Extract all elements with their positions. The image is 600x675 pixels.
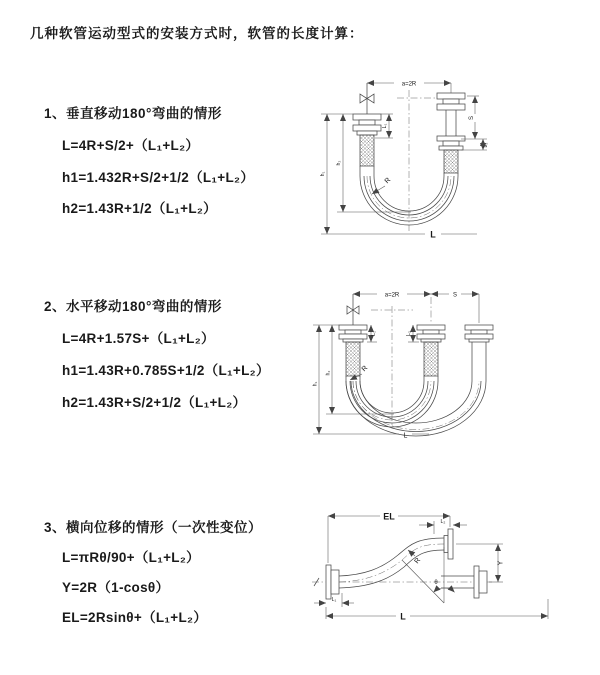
dim-h1 (320, 114, 477, 234)
dim-label-h1: h₁ (312, 381, 319, 387)
dim-label-s: S (452, 292, 458, 299)
dim-a2r (353, 293, 431, 299)
dim-label-l: L (430, 229, 436, 240)
dim-label-l1: L₁ (331, 597, 337, 603)
dim-label-r: R (413, 556, 423, 566)
right-fitting (437, 93, 465, 173)
dim-l2 (419, 519, 467, 534)
dim-label-l2: L₂ (440, 519, 446, 525)
dim-label-a2r: a=2R (384, 292, 400, 299)
dim-l (326, 599, 548, 622)
right-fitting (465, 325, 493, 381)
section1-heading: 1、垂直移动180°弯曲的情形 (44, 106, 222, 121)
dim-label-el: EL (383, 511, 395, 522)
left-fitting (339, 325, 367, 381)
section3-formula-EL: EL=2Rsinθ+（L₁+L₂） (62, 610, 208, 625)
middle-fitting (417, 325, 445, 381)
hose-braid (360, 135, 374, 166)
hose-braid (346, 342, 360, 376)
dim-s (461, 96, 487, 139)
section3-formula-Y: Y=2R（1-cosθ） (62, 580, 170, 595)
dim-label-a2r: a=2R (401, 81, 417, 88)
section2-formula-h2: h2=1.43R+S/2+1/2（L₁+L₂） (62, 395, 247, 410)
hose-s-curve (339, 538, 444, 588)
diagram-lateral-displacement (306, 503, 568, 651)
dim-label-r: R (360, 364, 370, 374)
section2-formula-h1: h1=1.43R+0.785S+1/2（L₁+L₂） (62, 363, 270, 378)
top-right-flange (444, 529, 453, 559)
diagram-horizontal-180-bend (309, 281, 549, 451)
dim-label-l: L (403, 432, 408, 440)
dim-el (328, 512, 450, 564)
left-flange (326, 565, 339, 599)
radius-callout (408, 550, 422, 565)
page-title: 几种软管运动型式的安装方式时，软管的长度计算： (30, 26, 364, 41)
valve-symbol (347, 294, 359, 325)
dim-label-h1: h₁ (320, 171, 326, 177)
angle-theta-construction (402, 547, 455, 603)
section1-formula-h1: h1=1.432R+S/2+1/2（L₁+L₂） (62, 170, 255, 185)
section1-formula-L: L=4R+S/2+（L₁+L₂） (62, 138, 200, 153)
dim-label-r: R (383, 176, 393, 186)
dim-label-s: S (469, 115, 475, 121)
hose-u-bend-position2 (346, 381, 486, 436)
dim-label-h2: h₂ (325, 370, 332, 376)
left-fitting (353, 114, 381, 166)
dim-l1 (314, 593, 354, 607)
section3-formula-L: L=πRθ/90+（L₁+L₂） (62, 550, 200, 565)
dim-l1 (367, 325, 377, 342)
diagram-vertical-180-bend (309, 68, 541, 258)
dim-label-l2: L₂ (483, 142, 489, 148)
dim-label-h2: h₂ (336, 160, 342, 166)
dim-label-l1: L₁ (382, 123, 388, 129)
dim-label-l: L (400, 611, 406, 622)
section2-heading: 2、水平移动180°弯曲的情形 (44, 299, 222, 314)
dim-label-l2: L₂ (406, 331, 412, 336)
dim-s (431, 293, 479, 324)
valve-symbol (360, 83, 374, 114)
section1-formula-h2: h2=1.43R+1/2（L₁+L₂） (62, 201, 217, 216)
hose-braid (424, 342, 438, 376)
section3-heading: 3、横向位移的情形（一次性变位） (44, 520, 263, 535)
dim-label-l1: L₁ (371, 331, 377, 336)
section2-formula-L: L=4R+1.57S+（L₁+L₂） (62, 331, 215, 346)
hose-braid (444, 150, 458, 173)
dim-label-y: Y (497, 560, 505, 566)
dim-label-theta: θ (434, 580, 438, 586)
